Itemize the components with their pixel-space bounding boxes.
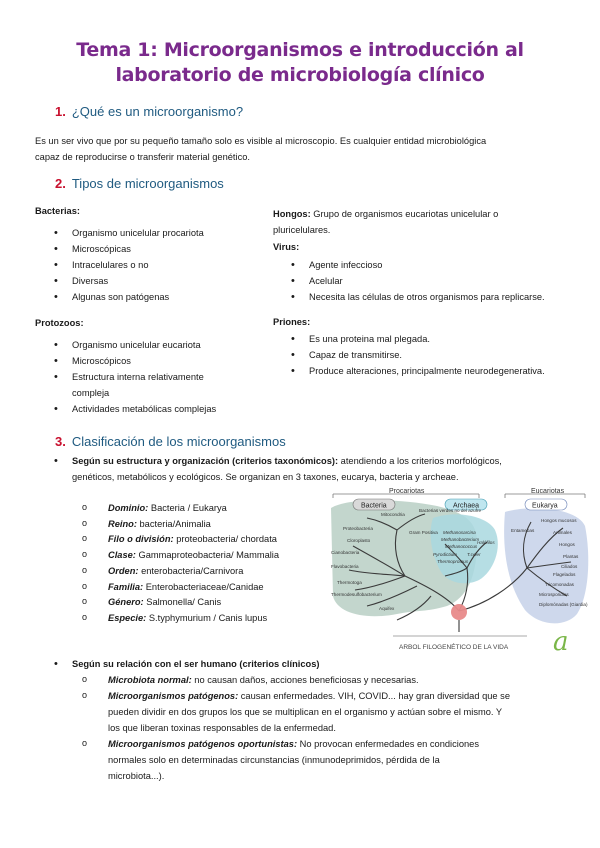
list-item-continuation: [52, 385, 272, 401]
section-2-title: Tipos de microorganismos: [71, 176, 224, 191]
clinical-list: [80, 672, 580, 784]
taxon-value: S.typhymurium / Canis lupus: [148, 612, 268, 623]
section-3-title: Clasificación de los microorganismos: [71, 434, 286, 449]
clinical-label: Microorganismos patógenos oportunistas:: [108, 739, 298, 749]
page-title: [30, 38, 570, 88]
taxon-label: Orden:: [108, 565, 139, 576]
criteria-1-rest: atendiendo a los criterios morfológicos,: [340, 456, 502, 466]
procariotas-label: Procariotas: [389, 488, 425, 495]
taxon-label: Género:: [108, 597, 144, 608]
virus-label: Virus:: [273, 242, 300, 252]
tree-label: Cloroplasto: [347, 538, 371, 543]
tree-label: Flagelados: [553, 572, 576, 577]
taxon-item: [80, 501, 330, 517]
list-item: • Intracelulares o no: [52, 257, 272, 273]
list-item: • Estructura interna relativamente: [52, 369, 272, 385]
brand-logo: a: [553, 627, 569, 656]
list-item: • Agente infeccioso: [289, 257, 589, 273]
list-item: • Necesita las células de otros organismos para replicarse.: [289, 289, 589, 305]
hongos-text-2: pluricelulares.: [273, 225, 331, 235]
list-item: • Actividades metabólicas complejas: [52, 401, 272, 417]
archaea-label: Archaea: [453, 502, 480, 510]
tree-label: Proteobacteria: [343, 526, 373, 531]
taxon-item: [80, 564, 330, 580]
tree-label: Thermotoga: [337, 580, 362, 585]
priones-label: Priones:: [273, 317, 311, 327]
tree-label: Methanococcus: [445, 544, 478, 549]
tree-caption: ARBOL FILOGENÉTICO DE LA VIDA: [399, 644, 509, 651]
taxon-value: Gammaproteobacteria/ Mammalia: [138, 550, 280, 561]
bacteria-label: Bacteria: [361, 502, 387, 510]
clinical-text: causan enfermedades. VIH, COVID... hay gran diversidad que se: [240, 691, 511, 701]
tree-label: Cianobacteria: [331, 550, 360, 555]
taxon-label: Dominio:: [108, 503, 149, 513]
list-item: • Organismo unicelular eucariota: [52, 337, 272, 353]
section-1-title: ¿Qué es un microorganismo?: [71, 104, 244, 119]
clinical-text: No provocan enfermedades en condiciones: [299, 739, 479, 749]
list-item: • Algunas son patógenas: [52, 289, 272, 305]
list-item: • Es una proteina mal plegada.: [289, 331, 589, 347]
list-item: [52, 656, 582, 672]
protozoos-list: [52, 337, 272, 417]
tree-label: Halófilos: [477, 540, 495, 545]
tree-label: Mitocondria: [381, 512, 405, 517]
taxon-item: [80, 580, 330, 596]
taxon-label: Especie:: [108, 612, 147, 623]
bacterias-list: [52, 225, 272, 305]
list-item: • Organismo unicelular procariota: [52, 225, 272, 241]
clinical-item: [80, 736, 580, 784]
tree-label: Bacterias verdes no del azufre: [419, 508, 482, 513]
taxon-item: [80, 532, 330, 548]
taxon-value: bacteria/Animalia: [139, 518, 211, 529]
section-2-heading: [55, 176, 224, 191]
tree-label: Hongos: [559, 542, 575, 547]
taxon-label: Familia:: [108, 581, 144, 592]
bacterias-label: Bacterias:: [35, 206, 80, 216]
title-line-1: Tema 1: Microorganismos e introducción al: [76, 39, 524, 61]
hongos-text-1: Grupo de organismos eucariotas unicelular o: [313, 209, 499, 219]
list-item: • Capaz de transmitirse.: [289, 347, 589, 363]
taxonomy-list: [80, 501, 330, 627]
title-line-2: laboratorio de microbiología clínico: [115, 64, 485, 86]
list-item: • Microscópicos: [52, 353, 272, 369]
taxon-value: proteobacteria/ chordata: [176, 534, 277, 545]
criteria-1-bold: Según su estructura y organización (criterios taxonómicos):: [72, 456, 339, 466]
list-item: • Microscópicas: [52, 241, 272, 257]
taxon-value: Enterobacteriaceae/Canidae: [145, 581, 264, 592]
taxon-value: Bacteria / Eukarya: [150, 503, 227, 513]
tree-label: T.celer: [467, 552, 481, 557]
section-1-paragraph: [35, 133, 580, 165]
section-1-heading: [55, 104, 243, 119]
list-item: • Acelular: [289, 273, 589, 289]
taxon-item: [80, 595, 330, 611]
section-1-line-2: capaz de reproducirse o transferir material genético.: [35, 152, 250, 162]
tree-label: Ciliados: [561, 564, 578, 569]
tree-label: Methanosarcina: [443, 530, 476, 535]
clinical-label: Microorganismos patógenos:: [108, 691, 239, 701]
section-2-number: 2.: [55, 176, 66, 191]
taxon-label: Filo o división:: [108, 534, 174, 545]
clinical-text: pueden dividir en dos grupos los que se multiplican en el organismo y actúan sobre el mismo. Y: [108, 707, 503, 717]
protozoos-label: Protozoos:: [35, 318, 84, 328]
tree-label: Flavobacteria: [331, 564, 359, 569]
tree-label: Thermoproteus: [437, 559, 469, 564]
section-3-number: 3.: [55, 434, 66, 449]
tree-label: Gram Positiva: [409, 530, 438, 535]
eucariotas-label: Eucariotas: [531, 488, 565, 495]
tree-root: [451, 604, 467, 620]
tree-label: Tricomonadas: [545, 582, 574, 587]
hongos-block: [273, 206, 573, 238]
taxon-item: [80, 611, 330, 627]
tree-label: Animales: [553, 530, 572, 535]
list-item: • Produce alteraciones, principalmente neurodegenerativa.: [289, 363, 589, 379]
tree-label: Methanobacterium: [441, 537, 480, 542]
tree-label: Entamebas: [511, 528, 535, 533]
list-item: • Diversas: [52, 273, 272, 289]
taxon-label: Clase:: [108, 550, 136, 561]
taxon-label: Reino:: [108, 518, 137, 529]
tree-label: Microsporidios: [539, 592, 569, 597]
clinical-text: no causan daños, acciones beneficiosas y necesarias.: [194, 675, 419, 685]
clinical-label: Microbiota normal:: [108, 675, 192, 685]
clinical-item: [80, 688, 580, 736]
tree-label: Pyrodictium: [433, 552, 457, 557]
taxon-value: Salmonella/ Canis: [146, 597, 222, 608]
phylogenetic-tree-figure: [327, 486, 589, 656]
tree-label: Aquifex: [379, 606, 395, 611]
tree-label: Plantas: [563, 554, 579, 559]
priones-list: [289, 331, 589, 379]
tree-label: Thermodesulfobacterium: [331, 592, 382, 597]
taxon-value: enterobacteria/Carnivora: [141, 565, 244, 576]
clinical-text: los que liberan toxinas responsables de la enfermedad.: [108, 723, 336, 733]
virus-list: [289, 257, 589, 305]
section-1-line-1: Es un ser vivo que por su pequeño tamaño solo es visible al microscopio. Es cualquier entidad microbiológica: [35, 136, 487, 146]
clinical-item: [80, 672, 580, 688]
criteria-list-1: [52, 453, 582, 485]
taxon-item: [80, 548, 330, 564]
eukarya-label: Eukarya: [532, 502, 558, 510]
section-3-heading: [55, 434, 286, 449]
clinical-text: microbiota...).: [108, 771, 165, 781]
criteria-list-2: [52, 656, 582, 672]
criteria-2-bold: Según su relación con el ser humano (criterios clínicos): [72, 659, 320, 669]
criteria-1-line-2: genéticos, metabólicos y ecológicos. Se organizan en 3 taxones, eucarya, bacteria y archeae.: [72, 472, 459, 482]
tree-label: Diplomónadas (Giardia): [539, 602, 588, 607]
hongos-label: Hongos:: [273, 209, 311, 219]
list-item: [52, 453, 582, 485]
clinical-text: normales solo en determinadas circunstancias (inmunodeprimidos, pérdida de la: [108, 755, 440, 765]
taxon-item: [80, 517, 330, 533]
list-item-text: compleja: [72, 388, 110, 398]
section-1-number: 1.: [55, 104, 66, 119]
tree-label: Hongos mucosos: [541, 518, 577, 523]
